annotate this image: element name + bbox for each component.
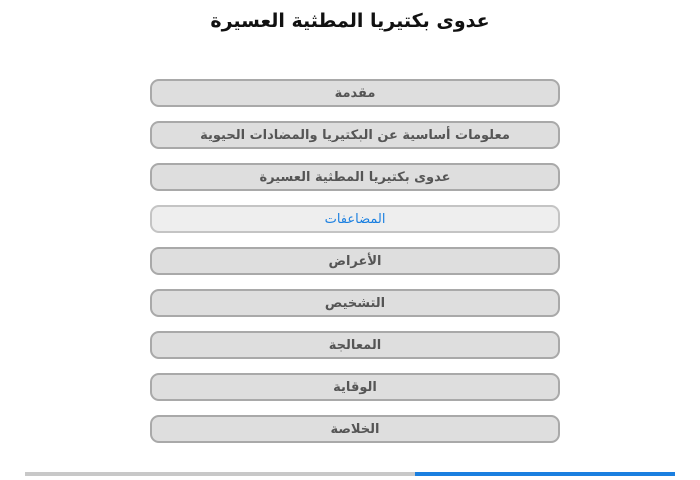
menu-item-basics[interactable]: معلومات أساسية عن البكتيريا والمضادات الحيوية — [150, 121, 560, 149]
menu-item-diagnosis[interactable]: التشخيص — [150, 289, 560, 317]
menu-item-prevention[interactable]: الوقاية — [150, 373, 560, 401]
menu-item-treatment[interactable]: المعالجة — [150, 331, 560, 359]
page-title: عدوى بكتيريا المطثية العسيرة — [210, 10, 490, 32]
menu-item-introduction[interactable]: مقدمة — [150, 79, 560, 107]
progress-bar — [25, 472, 675, 476]
menu-item-symptoms[interactable]: الأعراض — [150, 247, 560, 275]
chapter-menu — [150, 79, 560, 457]
menu-item-infection[interactable]: عدوى بكتيريا المطثية العسيرة — [150, 163, 560, 191]
menu-item-complications[interactable]: المضاعفات — [150, 205, 560, 233]
progress-bar-fill — [415, 472, 675, 476]
menu-item-summary[interactable]: الخلاصة — [150, 415, 560, 443]
